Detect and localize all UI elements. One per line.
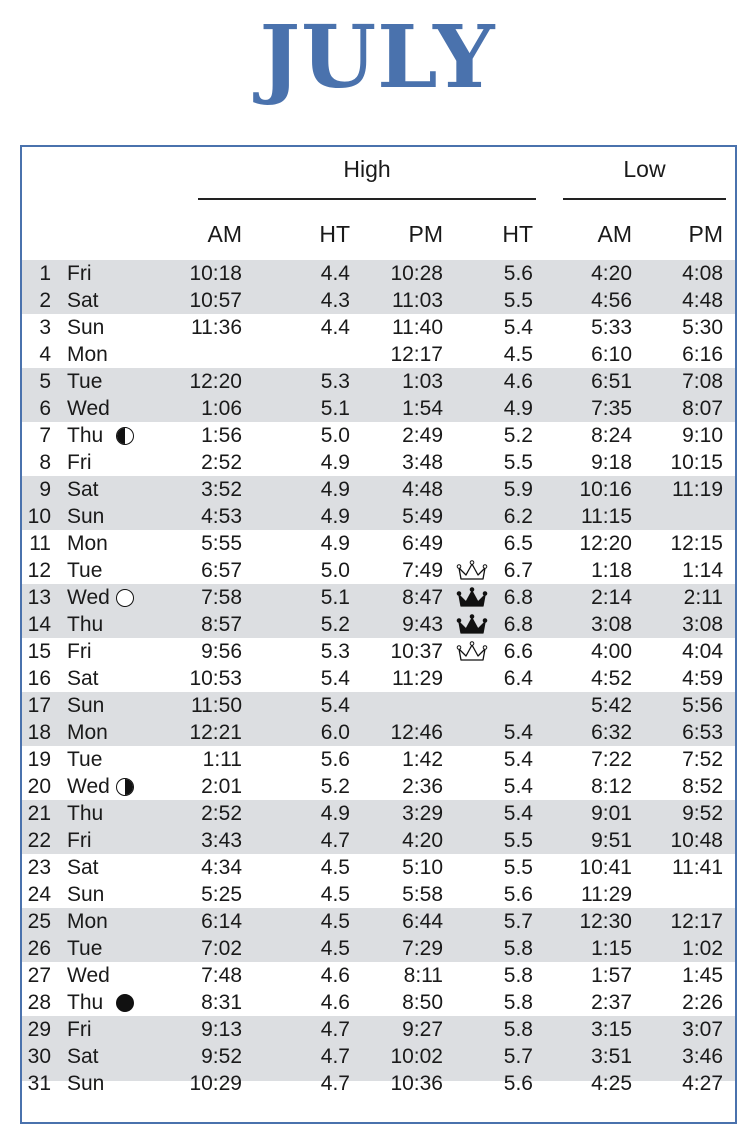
high-am-time: 9:52 <box>201 1045 242 1068</box>
high-pm-height: 5.4 <box>503 748 533 771</box>
high-am-height: 5.0 <box>320 559 350 582</box>
high-pm-time: 5:58 <box>402 883 443 906</box>
day-number: 11 <box>29 532 51 555</box>
high-pm-time: 7:49 <box>402 559 443 582</box>
high-pm-time: 2:49 <box>402 424 443 447</box>
low-am-time: 4:52 <box>591 667 632 690</box>
day-number: 28 <box>27 991 51 1014</box>
high-pm-height: 5.4 <box>503 721 533 744</box>
high-pm-height: 6.5 <box>503 532 533 555</box>
high-pm-time: 10:37 <box>390 640 443 663</box>
high-am-height: 5.2 <box>320 613 350 636</box>
day-number: 13 <box>27 586 51 609</box>
high-am-time: 2:01 <box>201 775 242 798</box>
high-pm-time: 9:43 <box>402 613 443 636</box>
high-pm-time: 8:11 <box>403 964 443 987</box>
high-am-time: 8:57 <box>201 613 242 636</box>
high-am-height: 4.7 <box>320 1045 350 1068</box>
weekday: Sat <box>67 667 99 690</box>
high-pm-time: 5:10 <box>402 856 443 879</box>
high-am-height: 4.4 <box>320 262 350 285</box>
high-pm-height: 5.5 <box>503 829 533 852</box>
weekday: Sat <box>67 289 99 312</box>
day-number: 9 <box>39 478 51 501</box>
weekday: Tue <box>67 937 103 960</box>
high-am-time: 4:53 <box>201 505 242 528</box>
high-am-time: 10:18 <box>189 262 242 285</box>
low-pm-time: 7:08 <box>682 370 723 393</box>
weekday: Fri <box>67 1018 92 1041</box>
high-pm-time: 3:48 <box>402 451 443 474</box>
high-pm-height: 5.6 <box>503 262 533 285</box>
day-number: 15 <box>27 640 51 663</box>
table-row <box>22 395 735 422</box>
col-header-high-am-ht: HT <box>319 221 350 247</box>
day-number: 21 <box>27 802 51 825</box>
day-number: 27 <box>27 964 51 987</box>
high-am-time: 10:29 <box>189 1072 242 1095</box>
day-number: 17 <box>27 694 51 717</box>
high-am-height: 5.3 <box>320 640 350 663</box>
low-pm-time: 6:53 <box>682 721 723 744</box>
high-pm-time: 4:48 <box>402 478 443 501</box>
day-number: 1 <box>39 262 51 285</box>
low-pm-time: 10:48 <box>670 829 723 852</box>
high-am-time: 12:20 <box>189 370 242 393</box>
high-am-height: 5.2 <box>320 775 350 798</box>
high-pm-height: 5.9 <box>503 478 533 501</box>
day-number: 24 <box>27 883 51 906</box>
low-pm-time: 4:48 <box>682 289 723 312</box>
weekday: Tue <box>67 748 103 771</box>
high-pm-time: 6:44 <box>402 910 443 933</box>
low-pm-time: 3:08 <box>682 613 723 636</box>
new-moon-icon <box>116 994 134 1012</box>
low-am-time: 1:57 <box>591 964 632 987</box>
full-moon-icon <box>116 589 134 607</box>
high-am-height: 4.7 <box>320 1018 350 1041</box>
high-pm-height: 5.6 <box>503 883 533 906</box>
low-pm-time: 9:10 <box>682 424 723 447</box>
high-am-time: 9:13 <box>201 1018 242 1041</box>
weekday: Fri <box>67 829 92 852</box>
weekday: Wed <box>67 775 110 798</box>
weekday: Mon <box>67 721 108 744</box>
high-am-time: 1:11 <box>202 748 242 771</box>
low-pm-time: 12:17 <box>670 910 723 933</box>
day-number: 3 <box>39 316 51 339</box>
table-row <box>22 692 735 719</box>
first-quarter-moon-icon <box>116 778 134 796</box>
high-am-height: 4.3 <box>320 289 350 312</box>
month-title: JULY <box>259 7 496 108</box>
high-pm-time: 1:03 <box>402 370 443 393</box>
day-number: 14 <box>27 613 51 636</box>
low-group-label: Low <box>623 156 666 182</box>
table-row <box>22 665 735 692</box>
weekday: Wed <box>67 397 110 420</box>
high-am-height: 4.5 <box>320 856 350 879</box>
low-am-time: 8:12 <box>591 775 632 798</box>
high-pm-time: 10:28 <box>390 262 443 285</box>
high-pm-time: 1:54 <box>402 397 443 420</box>
low-pm-time: 8:52 <box>682 775 723 798</box>
high-pm-height: 5.8 <box>503 991 533 1014</box>
low-am-time: 7:35 <box>591 397 632 420</box>
low-pm-time: 12:15 <box>670 532 723 555</box>
low-am-time: 4:20 <box>591 262 632 285</box>
high-pm-height: 5.5 <box>503 451 533 474</box>
table-row <box>22 746 735 773</box>
high-pm-height: 5.5 <box>503 289 533 312</box>
table-row <box>22 422 735 449</box>
high-am-time: 3:43 <box>201 829 242 852</box>
low-pm-time: 3:07 <box>682 1018 723 1041</box>
low-pm-time: 4:04 <box>682 640 723 663</box>
table-row <box>22 476 735 503</box>
table-row <box>22 287 735 314</box>
high-am-height: 4.5 <box>320 883 350 906</box>
high-pm-time: 4:20 <box>402 829 443 852</box>
high-pm-height: 6.2 <box>503 505 533 528</box>
high-pm-height: 5.4 <box>503 802 533 825</box>
high-am-height: 4.4 <box>320 316 350 339</box>
high-pm-height: 5.4 <box>503 775 533 798</box>
high-am-height: 4.9 <box>320 478 350 501</box>
col-header-high-pm-ht: HT <box>502 221 533 247</box>
day-number: 8 <box>39 451 51 474</box>
high-am-time: 4:34 <box>201 856 242 879</box>
low-am-time: 2:37 <box>591 991 632 1014</box>
high-am-height: 5.4 <box>320 694 350 717</box>
day-number: 16 <box>27 667 51 690</box>
table-row <box>22 314 735 341</box>
high-pm-height: 5.8 <box>503 964 533 987</box>
table-row <box>22 854 735 881</box>
low-pm-time: 10:15 <box>670 451 723 474</box>
near-king-tide-crown-outline-icon <box>452 641 492 663</box>
high-am-height: 5.4 <box>320 667 350 690</box>
low-am-time: 1:15 <box>591 937 632 960</box>
high-am-time: 6:14 <box>201 910 242 933</box>
high-am-time: 9:56 <box>201 640 242 663</box>
day-number: 10 <box>27 505 51 528</box>
high-am-time: 8:31 <box>201 991 242 1014</box>
high-pm-time: 7:29 <box>402 937 443 960</box>
high-pm-height: 5.6 <box>503 1072 533 1095</box>
high-pm-height: 5.7 <box>503 1045 533 1068</box>
high-am-height: 5.1 <box>320 586 350 609</box>
high-am-height: 4.5 <box>320 937 350 960</box>
high-am-time: 3:52 <box>201 478 242 501</box>
high-am-height: 6.0 <box>320 721 350 744</box>
high-am-time: 2:52 <box>201 451 242 474</box>
table-row <box>22 611 735 638</box>
high-pm-time: 11:40 <box>392 316 443 339</box>
high-pm-height: 5.8 <box>503 937 533 960</box>
high-pm-time: 8:47 <box>402 586 443 609</box>
high-am-time: 11:36 <box>191 316 242 339</box>
table-row <box>22 530 735 557</box>
table-row <box>22 368 735 395</box>
low-am-time: 4:25 <box>591 1072 632 1095</box>
high-am-height: 4.6 <box>320 991 350 1014</box>
table-row <box>22 503 735 530</box>
day-number: 30 <box>27 1045 51 1068</box>
low-group-rule <box>563 198 726 200</box>
weekday: Fri <box>67 262 92 285</box>
weekday: Sun <box>67 505 105 528</box>
weekday: Sat <box>67 856 99 879</box>
high-pm-height: 5.7 <box>503 910 533 933</box>
high-pm-time: 3:29 <box>402 802 443 825</box>
high-pm-time: 8:50 <box>402 991 443 1014</box>
table-row <box>22 935 735 962</box>
day-number: 20 <box>27 775 51 798</box>
day-number: 22 <box>27 829 51 852</box>
day-number: 4 <box>39 343 51 366</box>
low-am-time: 6:32 <box>591 721 632 744</box>
last-quarter-moon-icon <box>116 427 134 445</box>
high-am-height: 4.9 <box>320 451 350 474</box>
low-pm-time: 5:30 <box>682 316 723 339</box>
day-number: 25 <box>27 910 51 933</box>
day-number: 6 <box>39 397 51 420</box>
low-am-time: 6:10 <box>591 343 632 366</box>
low-am-time: 2:14 <box>591 586 632 609</box>
weekday: Mon <box>67 910 108 933</box>
high-am-time: 2:52 <box>201 802 242 825</box>
col-header-low-pm: PM <box>688 221 723 247</box>
table-row <box>22 1043 735 1070</box>
low-pm-time: 3:46 <box>682 1045 723 1068</box>
table-row <box>22 962 735 989</box>
low-pm-time: 6:16 <box>682 343 723 366</box>
high-pm-height: 6.4 <box>503 667 533 690</box>
low-am-time: 12:20 <box>579 532 632 555</box>
table-row <box>22 557 735 584</box>
low-pm-time: 11:41 <box>672 856 723 879</box>
high-group-label: High <box>343 156 391 182</box>
high-pm-height: 4.5 <box>503 343 533 366</box>
high-am-time: 1:06 <box>201 397 242 420</box>
high-am-time: 1:56 <box>201 424 242 447</box>
weekday: Sat <box>67 478 99 501</box>
table-row <box>22 719 735 746</box>
low-pm-time: 4:27 <box>682 1072 723 1095</box>
table-row <box>22 341 735 368</box>
table-row <box>22 773 735 800</box>
weekday: Thu <box>67 613 104 636</box>
low-am-time: 1:18 <box>591 559 632 582</box>
low-pm-time: 4:08 <box>682 262 723 285</box>
low-am-time: 5:33 <box>591 316 632 339</box>
high-am-height: 5.0 <box>320 424 350 447</box>
high-pm-height: 5.4 <box>503 316 533 339</box>
low-am-time: 10:41 <box>579 856 632 879</box>
weekday: Wed <box>67 964 110 987</box>
low-am-time: 11:15 <box>581 505 632 528</box>
day-number: 31 <box>27 1072 51 1095</box>
weekday: Tue <box>67 370 103 393</box>
low-am-time: 7:22 <box>591 748 632 771</box>
high-am-time: 10:57 <box>189 289 242 312</box>
day-number: 5 <box>39 370 51 393</box>
low-pm-time: 1:14 <box>682 559 723 582</box>
day-number: 7 <box>39 424 51 447</box>
day-number: 26 <box>27 937 51 960</box>
high-am-height: 4.7 <box>320 829 350 852</box>
low-am-time: 3:51 <box>591 1045 632 1068</box>
high-pm-time: 10:36 <box>390 1072 443 1095</box>
high-am-time: 12:21 <box>189 721 242 744</box>
day-number: 23 <box>27 856 51 879</box>
weekday: Thu <box>67 802 104 825</box>
high-pm-time: 12:46 <box>390 721 443 744</box>
high-am-time: 11:50 <box>191 694 242 717</box>
high-am-height: 4.9 <box>320 505 350 528</box>
high-pm-height: 4.9 <box>503 397 533 420</box>
high-pm-time: 11:29 <box>392 667 443 690</box>
high-am-height: 4.9 <box>320 802 350 825</box>
high-am-height: 4.6 <box>320 964 350 987</box>
low-am-time: 3:15 <box>591 1018 632 1041</box>
high-am-time: 7:48 <box>201 964 242 987</box>
day-number: 29 <box>27 1018 51 1041</box>
high-pm-height: 6.8 <box>503 586 533 609</box>
high-pm-time: 6:49 <box>402 532 443 555</box>
high-am-time: 5:55 <box>201 532 242 555</box>
table-row <box>22 638 735 665</box>
high-am-height: 4.9 <box>320 532 350 555</box>
low-am-time: 3:08 <box>591 613 632 636</box>
weekday: Thu <box>67 424 104 447</box>
day-number: 12 <box>27 559 51 582</box>
king-tide-crown-icon <box>452 587 492 609</box>
day-number: 18 <box>27 721 51 744</box>
low-am-time: 8:24 <box>591 424 632 447</box>
low-pm-time: 1:45 <box>682 964 723 987</box>
weekday: Fri <box>67 640 92 663</box>
high-am-height: 5.6 <box>320 748 350 771</box>
table-row <box>22 989 735 1016</box>
low-am-time: 4:56 <box>591 289 632 312</box>
low-pm-time: 4:59 <box>682 667 723 690</box>
low-pm-time: 1:02 <box>682 937 723 960</box>
low-pm-time: 11:19 <box>672 478 723 501</box>
high-am-time: 10:53 <box>189 667 242 690</box>
table-row <box>22 1016 735 1043</box>
low-am-time: 4:00 <box>591 640 632 663</box>
col-header-high-pm: PM <box>408 221 443 247</box>
low-am-time: 5:42 <box>591 694 632 717</box>
high-pm-height: 5.2 <box>503 424 533 447</box>
low-am-time: 10:16 <box>579 478 632 501</box>
low-am-time: 6:51 <box>591 370 632 393</box>
low-am-time: 12:30 <box>579 910 632 933</box>
day-number: 2 <box>39 289 51 312</box>
king-tide-crown-icon <box>452 614 492 636</box>
table-row <box>22 449 735 476</box>
low-am-time: 9:01 <box>591 802 632 825</box>
low-pm-time: 7:52 <box>682 748 723 771</box>
weekday: Mon <box>67 532 108 555</box>
table-row <box>22 881 735 908</box>
weekday: Sat <box>67 1045 99 1068</box>
weekday: Sun <box>67 316 105 339</box>
day-number: 19 <box>27 748 51 771</box>
low-am-time: 9:18 <box>591 451 632 474</box>
high-am-time: 7:58 <box>201 586 242 609</box>
low-am-time: 9:51 <box>591 829 632 852</box>
high-pm-time: 11:03 <box>392 289 443 312</box>
low-pm-time: 5:56 <box>682 694 723 717</box>
high-pm-time: 2:36 <box>402 775 443 798</box>
high-am-time: 6:57 <box>201 559 242 582</box>
weekday: Sun <box>67 1072 105 1095</box>
high-am-height: 5.1 <box>320 397 350 420</box>
table-row <box>22 1070 735 1097</box>
high-pm-time: 9:27 <box>402 1018 443 1041</box>
weekday: Sun <box>67 694 105 717</box>
high-pm-height: 6.8 <box>503 613 533 636</box>
high-pm-time: 5:49 <box>402 505 443 528</box>
high-pm-height: 6.7 <box>503 559 533 582</box>
table-row <box>22 827 735 854</box>
weekday: Tue <box>67 559 103 582</box>
table-row <box>22 908 735 935</box>
low-pm-time: 9:52 <box>682 802 723 825</box>
weekday: Wed <box>67 586 110 609</box>
high-am-time: 5:25 <box>201 883 242 906</box>
table-row <box>22 800 735 827</box>
low-am-time: 11:29 <box>581 883 632 906</box>
high-am-height: 4.5 <box>320 910 350 933</box>
high-pm-height: 4.6 <box>503 370 533 393</box>
near-king-tide-crown-outline-icon <box>452 560 492 582</box>
high-am-height: 5.3 <box>320 370 350 393</box>
high-am-height: 4.7 <box>320 1072 350 1095</box>
high-group-rule <box>198 198 536 200</box>
col-header-low-am: AM <box>597 221 632 247</box>
col-header-high-am: AM <box>207 221 242 247</box>
weekday: Thu <box>67 991 104 1014</box>
high-pm-height: 6.6 <box>503 640 533 663</box>
low-pm-time: 8:07 <box>682 397 723 420</box>
table-row <box>22 584 735 611</box>
high-pm-time: 10:02 <box>390 1045 443 1068</box>
table-row <box>22 260 735 287</box>
low-pm-time: 2:26 <box>682 991 723 1014</box>
weekday: Sun <box>67 883 105 906</box>
high-pm-height: 5.8 <box>503 1018 533 1041</box>
weekday: Mon <box>67 343 108 366</box>
high-am-time: 7:02 <box>201 937 242 960</box>
high-pm-height: 5.5 <box>503 856 533 879</box>
high-pm-time: 12:17 <box>390 343 443 366</box>
low-pm-time: 2:11 <box>683 586 723 609</box>
weekday: Fri <box>67 451 92 474</box>
high-pm-time: 1:42 <box>402 748 443 771</box>
